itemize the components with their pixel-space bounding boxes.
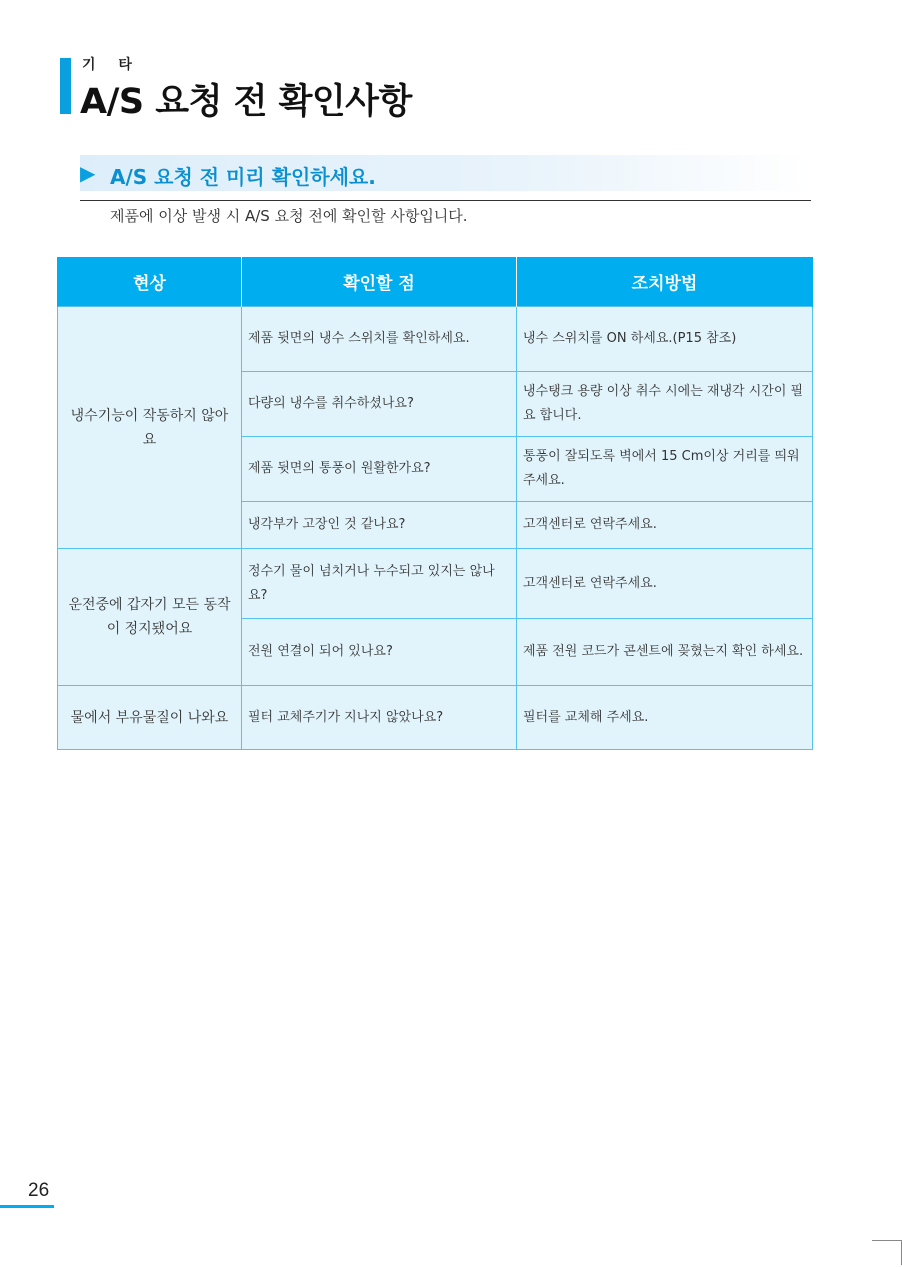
action-cell: 냉수 스위치를 ON 하세요.(P15 참조) — [517, 307, 813, 372]
action-cell: 고객센터로 연락주세요. — [517, 502, 813, 549]
check-cell: 제품 뒷면의 통풍이 원활한가요? — [242, 437, 517, 502]
category-label: 기 타 — [82, 57, 141, 73]
action-cell: 제품 전원 코드가 콘센트에 꽂혔는지 확인 하세요. — [517, 619, 813, 686]
symptom-cell: 냉수기능이 작동하지 않아요 — [58, 307, 242, 549]
check-cell: 냉각부가 고장인 것 같나요? — [242, 502, 517, 549]
check-cell: 제품 뒷면의 냉수 스위치를 확인하세요. — [242, 307, 517, 372]
page-number: 26 — [28, 1180, 50, 1201]
check-cell: 전원 연결이 되어 있나요? — [242, 619, 517, 686]
page-title: A/S 요청 전 확인사항 — [80, 82, 412, 122]
page-number-block — [0, 1178, 54, 1208]
action-cell: 냉수탱크 용량 이상 취수 시에는 재냉각 시간이 필요 합니다. — [517, 372, 813, 437]
check-cell: 필터 교체주기가 지나지 않았나요? — [242, 686, 517, 750]
header-action: 조치방법 — [517, 257, 813, 307]
action-cell: 필터를 교체해 주세요. — [517, 686, 813, 750]
action-cell: 고객센터로 연락주세요. — [517, 549, 813, 619]
check-cell: 정수기 물이 넘치거나 누수되고 있지는 않나요? — [242, 549, 517, 619]
check-cell: 다량의 냉수를 취수하셨나요? — [242, 372, 517, 437]
section-divider — [80, 200, 811, 201]
header-symptom: 현상 — [58, 257, 242, 307]
header-check: 확인할 점 — [242, 257, 517, 307]
table-row — [58, 307, 813, 372]
symptom-cell: 물에서 부유물질이 나와요 — [58, 686, 242, 750]
action-cell: 통풍이 잘되도록 벽에서 15 Cm이상 거리를 띄워주세요. — [517, 437, 813, 502]
symptom-cell: 운전중에 갑자기 모든 동작이 정지됐어요 — [58, 549, 242, 686]
crop-mark — [872, 1240, 902, 1265]
header-accent-bar — [60, 58, 71, 114]
intro-text: 제품에 이상 발생 시 A/S 요청 전에 확인할 사항입니다. — [110, 207, 468, 225]
section-heading — [80, 155, 810, 191]
table-row — [58, 686, 813, 750]
page-number-underline — [0, 1205, 54, 1208]
table-row — [58, 549, 813, 619]
table-header-row — [58, 257, 813, 307]
section-title: A/S 요청 전 미리 확인하세요. — [110, 165, 376, 189]
troubleshooting-table — [57, 257, 813, 750]
triangle-right-icon: ▶ — [80, 161, 96, 185]
